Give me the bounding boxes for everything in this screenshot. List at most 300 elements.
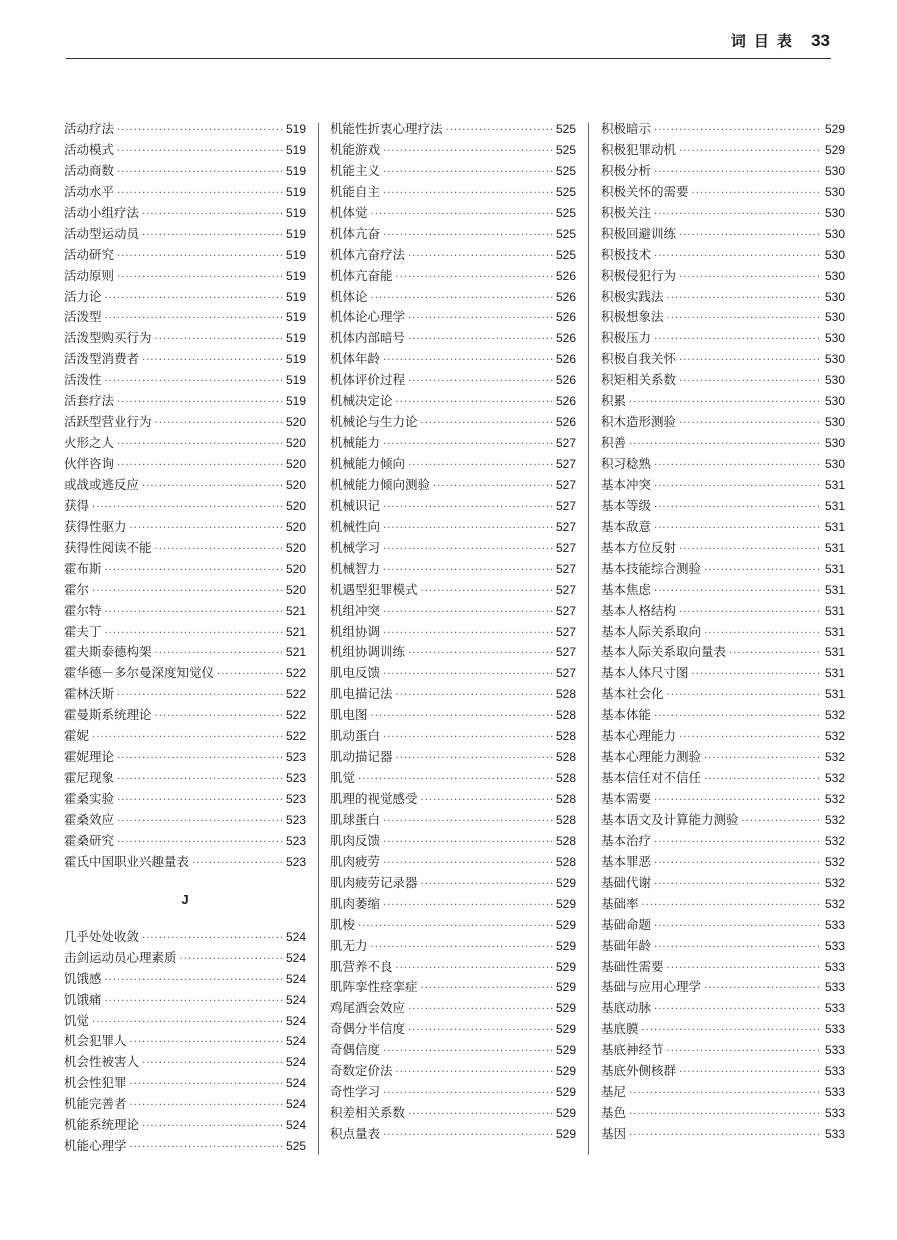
entry-page-number: 525 [555, 247, 576, 262]
dot-leader [654, 707, 822, 728]
entry-term: 机械学习 [330, 539, 381, 555]
entry-term: 基底动脉 [601, 1000, 652, 1016]
entry-page-number: 528 [555, 729, 576, 744]
entry-page-number: 527 [555, 498, 576, 513]
entry-page-number: 520 [285, 477, 306, 492]
index-entry [330, 1040, 576, 1061]
entry-term: 基本技能综合测验 [601, 560, 702, 576]
entry-term: 基色 [601, 1105, 627, 1121]
entry-page-number: 532 [824, 812, 845, 827]
dot-leader [396, 1063, 553, 1084]
entry-page-number: 525 [555, 184, 576, 199]
index-entry [64, 580, 306, 601]
dot-leader [667, 1042, 822, 1063]
index-entry [330, 915, 576, 936]
entry-term: 机体亢奋能 [330, 267, 393, 283]
entry-term: 霍妮理论 [64, 749, 115, 765]
entry-term: 基底膜 [601, 1021, 639, 1037]
entry-term: 积极回避训练 [601, 225, 677, 241]
entry-page-number: 533 [824, 1064, 845, 1079]
dot-leader [105, 309, 283, 330]
index-entry [601, 998, 845, 1019]
entry-page-number: 527 [555, 457, 576, 471]
entry-term: 基本人际关系取向量表 [601, 644, 727, 660]
entry-page-number: 530 [824, 394, 845, 409]
entry-term: 饥觉 [64, 1012, 90, 1028]
dot-leader [117, 749, 283, 770]
entry-term: 活泼型 [64, 309, 102, 325]
entry-page-number: 529 [555, 896, 576, 911]
entry-term: 奇偶信度 [330, 1042, 381, 1058]
dot-leader [704, 749, 822, 770]
entry-term: 机体亢奋 [330, 225, 381, 241]
entry-page-number: 532 [824, 854, 845, 869]
entry-page-number: 527 [555, 436, 576, 451]
index-entry [64, 161, 306, 182]
entry-term: 积极压力 [601, 330, 652, 346]
entry-term: 霍桑效应 [64, 811, 115, 827]
entry-term: 伙伴咨询 [64, 456, 115, 471]
index-entry [64, 559, 306, 580]
dot-leader [358, 770, 553, 791]
entry-page-number: 528 [555, 812, 576, 827]
dot-leader [192, 854, 283, 875]
dot-leader [155, 540, 283, 561]
entry-page-number: 525 [555, 142, 576, 157]
index-entry [601, 538, 845, 559]
index-entry [64, 990, 306, 1011]
entry-term: 获得性驱力 [64, 518, 127, 534]
entry-page-number: 528 [555, 771, 576, 786]
entry-page-number: 532 [824, 896, 845, 911]
entry-term: 机遇型犯罪模式 [330, 581, 418, 597]
entry-term: 基本等级 [601, 497, 652, 513]
entry-term: 饥饿痛 [64, 991, 102, 1007]
index-entry [601, 161, 845, 182]
index-entry [64, 412, 306, 433]
index-entry [601, 433, 845, 454]
entry-page-number: 523 [285, 854, 306, 869]
index-entry [601, 663, 845, 684]
entry-term: 机械智力 [330, 560, 381, 576]
index-entry [330, 684, 576, 705]
entry-term: 奇性学习 [330, 1084, 381, 1100]
entry-term: 积极自我关怀 [601, 351, 677, 367]
index-entry [64, 1094, 306, 1115]
dot-leader [180, 950, 283, 971]
entry-term: 积极犯罪动机 [601, 141, 677, 157]
index-entry [330, 391, 576, 412]
dot-leader [679, 1063, 822, 1084]
dot-leader [654, 938, 822, 959]
entry-page-number: 524 [285, 992, 306, 1007]
dot-leader [704, 770, 822, 791]
entry-term: 机组冲突 [330, 602, 381, 618]
index-entry [601, 768, 845, 789]
entry-term: 基本罪恶 [601, 853, 652, 869]
dot-leader [142, 1054, 283, 1075]
entry-term: 肌阵挛性痉挛症 [330, 979, 418, 995]
entry-term: 活力论 [64, 288, 102, 304]
index-entry [64, 663, 306, 684]
index-entry [330, 726, 576, 747]
dot-leader [629, 1126, 822, 1147]
dot-leader [105, 624, 283, 645]
entry-term: 奇数定价法 [330, 1063, 393, 1079]
index-entry [330, 349, 576, 370]
entry-page-number: 527 [555, 603, 576, 618]
index-entry [601, 475, 845, 496]
entry-page-number: 527 [555, 519, 576, 534]
entry-page-number: 519 [285, 184, 306, 199]
index-entry [64, 810, 306, 831]
entry-term: 肌梭 [330, 916, 356, 932]
entry-page-number: 520 [285, 498, 306, 513]
dot-leader [408, 247, 553, 268]
entry-term: 火形之人 [64, 435, 115, 451]
entry-page-number: 526 [555, 310, 576, 325]
index-entry [330, 789, 576, 810]
entry-term: 霍妮 [64, 728, 90, 744]
entry-page-number: 522 [285, 687, 306, 702]
index-entry [601, 307, 845, 328]
entry-term: 活动模式 [64, 141, 115, 157]
index-entry [64, 370, 306, 391]
dot-leader [654, 791, 822, 812]
index-entry [330, 328, 576, 349]
index-entry [601, 454, 845, 475]
dot-leader [142, 1117, 283, 1138]
dot-leader [383, 1042, 553, 1063]
index-entry [601, 559, 845, 580]
entry-term: 活动研究 [64, 246, 115, 262]
dot-leader [92, 728, 283, 749]
entry-page-number: 531 [824, 582, 845, 597]
index-entry [64, 1052, 306, 1073]
dot-leader [130, 1096, 283, 1117]
dot-leader [383, 142, 553, 163]
dot-leader [92, 498, 283, 519]
index-entry [64, 852, 306, 873]
entry-page-number: 522 [285, 708, 306, 723]
dot-leader [383, 163, 553, 184]
dot-leader [408, 372, 553, 393]
dot-leader [396, 749, 553, 770]
entry-page-number: 522 [285, 666, 306, 681]
entry-term: 机会性被害人 [64, 1054, 140, 1070]
index-entry [601, 852, 845, 873]
index-column-1 [64, 119, 306, 1157]
index-entry [330, 642, 576, 663]
entry-page-number: 530 [824, 184, 845, 199]
entry-term: 基本冲突 [601, 476, 652, 492]
entry-page-number: 531 [824, 498, 845, 513]
dot-leader [383, 728, 553, 749]
dot-leader [105, 561, 283, 582]
entry-term: 活动疗法 [64, 121, 115, 136]
dot-leader [117, 393, 283, 414]
index-entry [64, 182, 306, 203]
index-entry [330, 622, 576, 643]
entry-page-number: 525 [555, 122, 576, 136]
entry-page-number: 526 [555, 268, 576, 283]
dot-leader [408, 309, 553, 330]
entry-page-number: 532 [824, 729, 845, 744]
entry-term: 肌动描记器 [330, 749, 393, 765]
entry-term: 积极技术 [601, 246, 652, 262]
index-entry [330, 203, 576, 224]
index-entry [64, 119, 306, 140]
entry-term: 霍尼现象 [64, 770, 115, 786]
entry-term: 积极分析 [601, 162, 652, 178]
entry-page-number: 530 [824, 268, 845, 283]
entry-term: 活泼型消费者 [64, 351, 140, 367]
dot-leader [383, 351, 553, 372]
entry-term: 积矩相关系数 [601, 372, 677, 388]
entry-term: 获得性阅读不能 [64, 539, 152, 555]
entry-term: 肌营养不良 [330, 958, 393, 974]
index-entry [330, 1019, 576, 1040]
entry-page-number: 530 [824, 247, 845, 262]
entry-page-number: 524 [285, 1076, 306, 1091]
entry-page-number: 520 [285, 436, 306, 451]
entry-term: 积极想象法 [601, 309, 664, 325]
entry-term: 霍夫斯泰德构架 [64, 644, 152, 660]
entry-term: 活动型运动员 [64, 225, 140, 241]
dot-leader [358, 917, 553, 938]
dot-leader [408, 330, 553, 351]
index-entry [64, 224, 306, 245]
dot-leader [654, 205, 822, 226]
index-entry [601, 1019, 845, 1040]
index-entry [601, 266, 845, 287]
dot-leader [117, 812, 283, 833]
dot-leader [396, 959, 553, 980]
entry-term: 积习稔熟 [601, 456, 652, 471]
entry-term: 肌理的视觉感受 [330, 791, 418, 806]
entry-page-number: 527 [555, 645, 576, 660]
entry-term: 霍林沃斯 [64, 686, 115, 702]
dot-leader [105, 603, 283, 624]
dot-leader [383, 226, 553, 247]
dot-leader [117, 247, 283, 268]
index-entry [64, 1136, 306, 1157]
index-entry [601, 1082, 845, 1103]
entry-page-number: 519 [285, 226, 306, 241]
entry-term: 霍曼斯系统理论 [64, 707, 152, 723]
dot-leader [117, 791, 283, 812]
index-entry [601, 810, 845, 831]
index-entry [64, 1073, 306, 1094]
index-entry [330, 559, 576, 580]
index-entry [330, 936, 576, 957]
entry-page-number: 533 [824, 1085, 845, 1100]
entry-term: 霍桑研究 [64, 832, 115, 848]
entry-term: 基本敌意 [601, 518, 652, 534]
entry-page-number: 532 [824, 792, 845, 806]
dot-leader [371, 289, 553, 310]
entry-page-number: 526 [555, 289, 576, 304]
entry-term: 霍尔 [64, 581, 90, 597]
entry-page-number: 524 [285, 1097, 306, 1112]
dot-leader [667, 309, 822, 330]
entry-page-number: 520 [285, 457, 306, 471]
entry-term: 肌肉反馈 [330, 832, 381, 848]
entry-page-number: 530 [824, 163, 845, 178]
index-entry [330, 307, 576, 328]
dot-leader [654, 582, 822, 603]
dot-leader [130, 1033, 283, 1054]
header-page-number: 33 [811, 31, 830, 50]
entry-term: 活动原则 [64, 267, 115, 283]
dot-leader [383, 603, 553, 624]
entry-term: 机体论 [330, 288, 368, 304]
entry-term: 机组协调 [330, 623, 381, 639]
dot-leader [155, 330, 283, 351]
dot-leader [654, 498, 822, 519]
dot-leader [654, 854, 822, 875]
entry-page-number: 531 [824, 624, 845, 639]
entry-page-number: 530 [824, 457, 845, 471]
entry-term: 机能系统理论 [64, 1117, 140, 1133]
entry-term: 机械能力 [330, 435, 381, 451]
index-entry [601, 140, 845, 161]
index-entry [64, 475, 306, 496]
entry-term: 机会犯罪人 [64, 1033, 127, 1049]
entry-term: 基本语文及计算能力测验 [601, 811, 739, 827]
index-entry [330, 1082, 576, 1103]
entry-term: 基本人际关系取向 [601, 623, 702, 639]
index-entry [330, 517, 576, 538]
entry-term: 机械性向 [330, 518, 381, 534]
entry-term: 机械论与生力论 [330, 414, 418, 430]
index-entry [601, 1040, 845, 1061]
entry-page-number: 531 [824, 687, 845, 702]
entry-page-number: 522 [285, 729, 306, 744]
entry-page-number: 529 [555, 1127, 576, 1141]
entry-page-number: 531 [824, 519, 845, 534]
entry-term: 机体觉 [330, 204, 368, 220]
index-entry [601, 496, 845, 517]
entry-page-number: 529 [555, 938, 576, 953]
entry-page-number: 529 [555, 959, 576, 974]
entry-page-number: 531 [824, 561, 845, 576]
entry-page-number: 519 [285, 142, 306, 157]
entry-page-number: 524 [285, 1013, 306, 1028]
section-letter-heading: J [181, 891, 189, 907]
column-divider [318, 123, 319, 1155]
dot-leader [383, 896, 553, 917]
dot-leader [421, 875, 553, 896]
entry-term: 机体亢奋疗法 [330, 246, 406, 262]
entry-page-number: 532 [824, 833, 845, 848]
entry-term: 肌肉疲劳记录器 [330, 874, 418, 890]
entry-term: 活动小组疗法 [64, 204, 140, 220]
entry-term: 获得 [64, 497, 90, 513]
entry-term: 基本体能 [601, 707, 652, 723]
entry-term: 霍华德－多尔曼深度知觉仪 [64, 665, 215, 681]
index-entry [64, 948, 306, 969]
dot-leader [383, 435, 553, 456]
dot-leader [142, 929, 283, 950]
entry-term: 肌电图 [330, 707, 368, 723]
index-entry [330, 894, 576, 915]
entry-term: 基本方位反射 [601, 539, 677, 555]
index-entry [330, 998, 576, 1019]
entry-page-number: 526 [555, 373, 576, 388]
dot-leader [92, 1013, 283, 1034]
dot-leader [729, 644, 822, 665]
dot-leader [130, 519, 283, 540]
index-entry [601, 601, 845, 622]
entry-page-number: 528 [555, 833, 576, 848]
index-entry [601, 789, 845, 810]
entry-term: 霍尔特 [64, 602, 102, 618]
entry-page-number: 533 [824, 1001, 845, 1016]
index-entry [64, 726, 306, 747]
index-entry [330, 705, 576, 726]
entry-term: 积差相关系数 [330, 1105, 406, 1121]
index-entry [64, 287, 306, 308]
dot-leader [105, 992, 283, 1013]
entry-term: 基本人格结构 [601, 602, 677, 618]
entry-page-number: 527 [555, 540, 576, 555]
entry-page-number: 523 [285, 771, 306, 786]
entry-page-number: 525 [285, 1139, 306, 1154]
entry-term: 机械识记 [330, 497, 381, 513]
entry-term: 机体年龄 [330, 351, 381, 367]
dot-leader [679, 414, 822, 435]
dot-leader [383, 1126, 553, 1147]
entry-term: 机械能力倾向 [330, 456, 406, 471]
entry-term: 积极关注 [601, 204, 652, 220]
dot-leader [155, 707, 283, 728]
index-entry [601, 642, 845, 663]
entry-page-number: 529 [555, 1106, 576, 1121]
dot-leader [383, 665, 553, 686]
entry-page-number: 519 [285, 352, 306, 367]
index-entry [601, 328, 845, 349]
index-column-2 [330, 119, 576, 1145]
dot-leader [667, 289, 822, 310]
entry-page-number: 530 [824, 436, 845, 451]
entry-page-number: 529 [555, 875, 576, 890]
dot-leader [654, 163, 822, 184]
dot-leader [629, 393, 822, 414]
entry-term: 基本需要 [601, 791, 652, 806]
entry-page-number: 520 [285, 519, 306, 534]
dot-leader [383, 519, 553, 540]
entry-page-number: 533 [824, 1127, 845, 1141]
dot-leader [408, 1021, 553, 1042]
entry-term: 机械能力倾向测验 [330, 476, 431, 492]
entry-page-number: 528 [555, 854, 576, 869]
entry-page-number: 533 [824, 1022, 845, 1037]
index-entry [330, 852, 576, 873]
dot-leader [383, 833, 553, 854]
index-entry [64, 538, 306, 559]
entry-page-number: 533 [824, 980, 845, 995]
entry-page-number: 528 [555, 792, 576, 806]
index-entry [64, 1011, 306, 1032]
dot-leader [629, 435, 822, 456]
entry-page-number: 523 [285, 750, 306, 765]
index-entry [330, 496, 576, 517]
entry-page-number: 524 [285, 1118, 306, 1133]
dot-leader [117, 184, 283, 205]
index-entry [601, 831, 845, 852]
entry-page-number: 533 [824, 959, 845, 974]
